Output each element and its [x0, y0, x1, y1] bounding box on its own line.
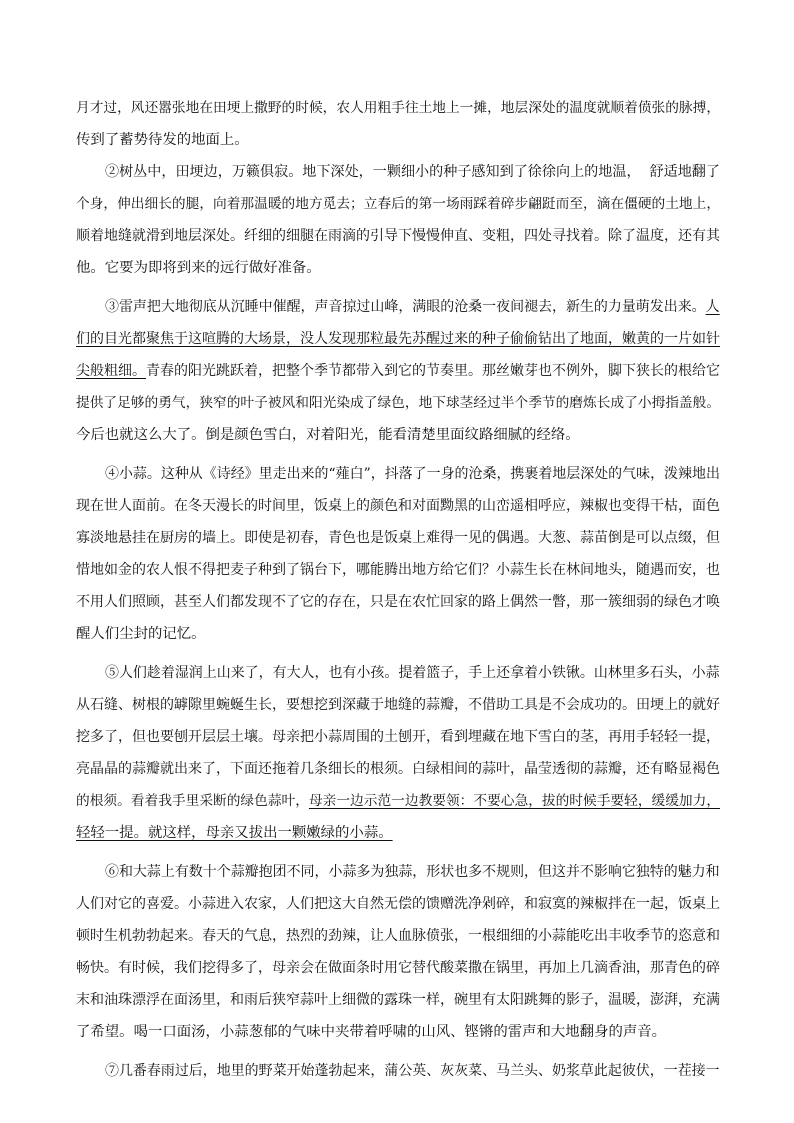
- text-line: [0, 953, 794, 983]
- text-line: [0, 420, 794, 450]
- text-line: [0, 690, 794, 720]
- line-text: 从石缝、树根的罅隙里蜿蜒生长，要想挖到深藏于地缝的蒜瓣，不借助工具是不会成功的。田埂上的就好: [76, 697, 720, 713]
- paragraph-4-start: [0, 459, 794, 489]
- text-line: [0, 93, 794, 123]
- text-line: [0, 491, 794, 521]
- underlined-text: 们的目光都聚焦于这喧腾的大场景，没人发现那粒最先苏醒过来的种子偷偷钻出了地面，嫩黄的一片如针: [76, 331, 720, 347]
- line-text: ②树丛中，田埂边，万籁俱寂。地下深处，一颗细小的种子感知到了徐徐向上的地温， 舒适地翻了: [105, 164, 720, 180]
- text-line: [0, 356, 794, 386]
- line-text: 挖多了，但也要刨开层层土壤。母亲把小蒜周围的土刨开，看到埋藏在地下雪白的茎，再用手轻轻一提，: [76, 729, 720, 745]
- line-text: 今后也就这么大了。倒是颜色雪白，对着阳光，能看清楚里面纹路细腻的经络。: [76, 427, 580, 443]
- line-text: 末和油珠漂浮在面汤里，和雨后狭窄蒜叶上细微的露珠一样，碗里有太阳跳舞的影子，温暖，澎湃，充满: [76, 992, 720, 1008]
- text-line: [0, 619, 794, 649]
- paragraph-2-start: [0, 157, 794, 187]
- text-line: [0, 722, 794, 752]
- underlined-text: 尖般粗细。: [76, 363, 146, 379]
- underlined-text: 母亲一边示范一边教要领：不要心急，拔的时候手要轻，缓缓加力，: [308, 793, 721, 809]
- text-line: [0, 818, 794, 848]
- line-text: 顺着地缝就滑到地层深处。纤细的细腿在雨滴的引导下慢慢伸直、变粗，四处寻找着。除了温度，还有其: [76, 228, 720, 244]
- line-text: 醒人们尘封的记忆。: [76, 626, 206, 642]
- text-line: [0, 985, 794, 1015]
- line-text: 的根须。看着我手里采断的绿色蒜叶，: [76, 793, 309, 809]
- line-text: 青春的阳光跳跃着，把整个季节都带入到它的节奏里。那丝嫩芽也不例外，脚下狭长的根给它: [146, 363, 720, 379]
- text-line: [0, 125, 794, 155]
- line-text: 人们对它的喜爱。小蒜进入农家，人们把这大自然无偿的馈赠洗净剁碎，和寂寞的辣椒拌在一起，饭桌上: [76, 896, 720, 912]
- text-line: [0, 754, 794, 784]
- paragraph-5-start: [0, 658, 794, 688]
- paragraph-6-start: [0, 857, 794, 887]
- line-text: ④小蒜。这种从《诗经》里走出来的“薤白”，抖落了一身的沧桑，携裹着地层深处的气味，泼辣地出: [105, 466, 720, 482]
- line-text: 亮晶晶的蒜瓣就出来了，下面还拖着几条细长的根须。白绿相间的蒜叶，晶莹透彻的蒜瓣，还有略显褐色: [76, 761, 720, 777]
- text-line: [0, 324, 794, 354]
- text-line: [0, 253, 794, 283]
- line-text: ⑦几番春雨过后，地里的野菜开始蓬勃起来，蒲公英、灰灰菜、马兰头、奶浆草此起彼伏，一茬接一: [105, 1063, 720, 1079]
- text-line: [0, 889, 794, 919]
- line-text: 提供了足够的勇气，狭窄的叶子被风和阳光染成了绿色，地下球茎经过半个季节的磨炼长成了小拇指盖般。: [76, 395, 721, 411]
- paragraph-3-start: [0, 292, 794, 322]
- line-text: 月才过，风还嚣张地在田埂上撒野的时候，农人用粗手往土地上一摊，地层深处的温度就顺着偾张的脉搏，: [76, 100, 721, 116]
- line-text: 现在世人面前。在冬天漫长的时间里，饭桌上的颜色和对面黝黑的山峦遥相呼应，辣椒也变得干枯，面色: [76, 498, 720, 514]
- text-line: [0, 523, 794, 553]
- line-text: 传到了蓄势待发的地面上。: [76, 132, 249, 148]
- line-text: 个身，伸出细长的腿，向着那温暖的地方觅去；立春后的第一场雨踩着碎步翩跹而至，滴在僵硬的土地上，: [76, 196, 721, 212]
- line-text: 顿时生机勃勃起来。春天的气息，热烈的劲辣，让人血脉偾张，一根细细的小蒜能吃出丰收季节的恣意和: [76, 928, 720, 944]
- text-line: [0, 921, 794, 951]
- text-line: [0, 388, 794, 418]
- text-line: [0, 786, 794, 816]
- line-text: 惜地如金的农人恨不得把麦子种到了锅台下，哪能腾出地方给它们？小蒜生长在林间地头，随遇而安，也: [76, 562, 720, 578]
- line-text: 不用人们照顾，甚至人们都发现不了它的存在，只是在农忙回家的路上偶然一瞥，那一簇细弱的绿色才唤: [76, 594, 720, 610]
- text-line: [0, 555, 794, 585]
- underlined-text: 人: [705, 299, 720, 315]
- paragraph-7-start: [0, 1056, 794, 1086]
- line-text: 他。它要为即将到来的远行做好准备。: [76, 260, 321, 276]
- line-text: ⑥和大蒜上有数十个蒜瓣抱团不同，小蒜多为独蒜，形状也多不规则，但这并不影响它独特的魅力和: [105, 864, 720, 880]
- text-line: [0, 189, 794, 219]
- underlined-text: 轻轻一提。就这样，母亲又拔出一颗嫩绿的小蒜。: [76, 825, 393, 841]
- line-text: 了希望。喝一口面汤，小蒜葱郁的气味中夹带着呼啸的山风、铿锵的雷声和大地翻身的声音。: [76, 1024, 667, 1040]
- line-text: ⑤人们趁着湿润上山来了，有大人，也有小孩。提着篮子，手上还拿着小铁锹。山林里多石头，小蒜: [105, 665, 720, 681]
- text-line: [0, 221, 794, 251]
- line-text: 寡淡地悬挂在厨房的墙上。即使是初春，青色也是饭桌上难得一见的偶遇。大葱、蒜苗倒是可以点缀，但: [76, 530, 720, 546]
- line-text: ③雷声把大地彻底从沉睡中催醒，声音掠过山峰，满眼的沧桑一夜间褪去，新生的力量萌发出来。: [105, 299, 706, 315]
- line-text: 畅快。有时候，我们挖得多了，母亲会在做面条时用它替代酸菜撒在锅里，再加上几滴香油，那青色的碎: [76, 960, 720, 976]
- text-line: [0, 1017, 794, 1047]
- text-line: [0, 587, 794, 617]
